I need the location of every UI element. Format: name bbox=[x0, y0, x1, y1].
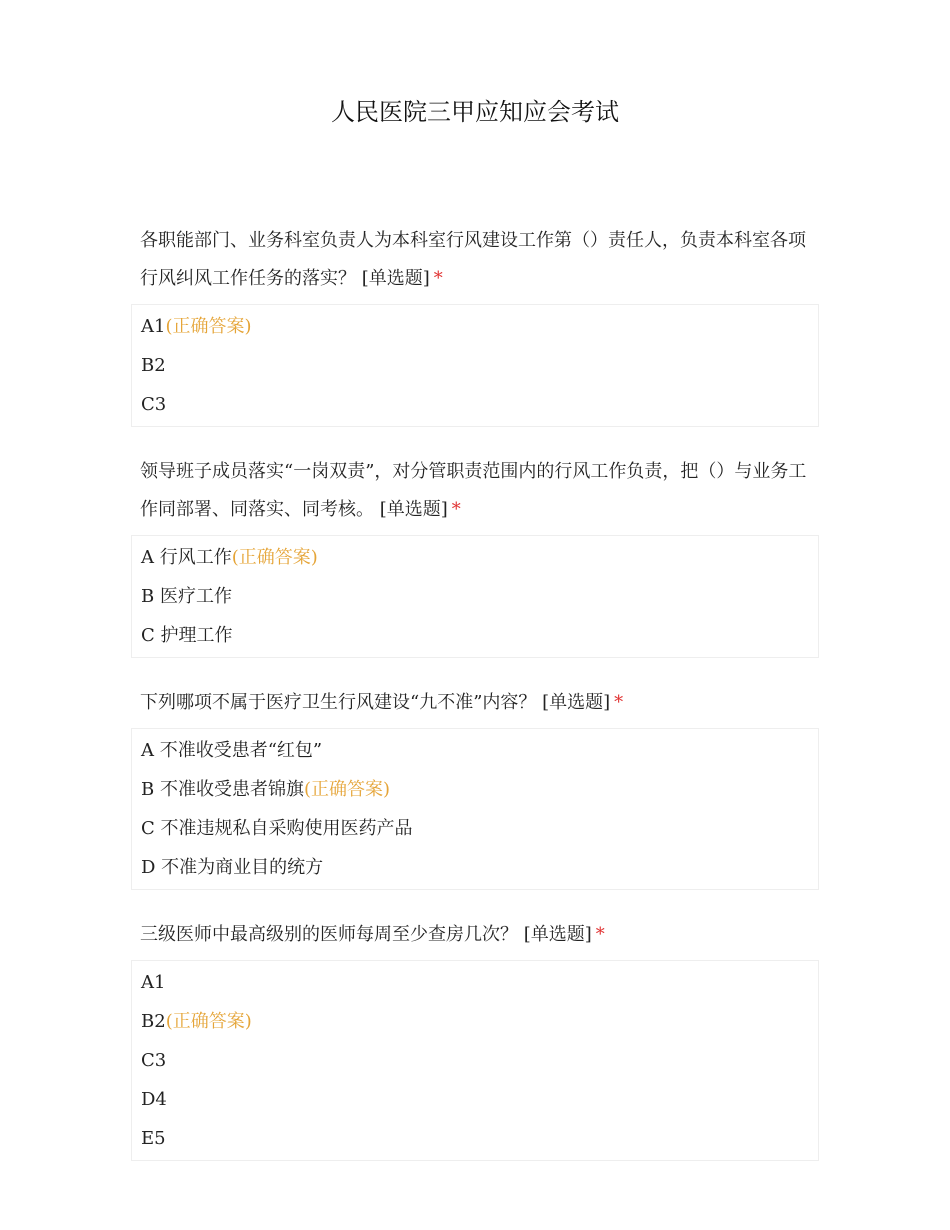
option-label: B 医疗工作 bbox=[141, 586, 232, 607]
option-a[interactable] bbox=[132, 307, 818, 346]
page-title: 人民医院三甲应知应会考试 bbox=[331, 98, 619, 126]
option-label: B2 bbox=[141, 355, 166, 376]
option-label: A 不准收受患者“红包” bbox=[141, 740, 323, 761]
option-label: A1 bbox=[141, 316, 166, 337]
required-mark: * bbox=[595, 924, 605, 945]
option-e[interactable] bbox=[132, 1119, 818, 1158]
correct-answer-note: (正确答案) bbox=[303, 779, 390, 800]
option-b[interactable] bbox=[132, 346, 818, 385]
question-text: 各职能部门、业务科室负责人为本科室行风建设工作第（）责任人，负责本科室各项行风纠风工作任务的落实？ [单选题] bbox=[140, 230, 806, 289]
option-label: C3 bbox=[141, 394, 167, 415]
option-c[interactable] bbox=[132, 1041, 818, 1080]
option-c[interactable] bbox=[132, 809, 818, 848]
option-c[interactable] bbox=[132, 385, 818, 424]
required-mark: * bbox=[451, 499, 461, 520]
question-text: 三级医师中最高级别的医师每周至少查房几次？ [单选题] bbox=[140, 924, 592, 945]
question-2 bbox=[131, 443, 819, 658]
option-label: D 不准为商业目的统方 bbox=[141, 857, 324, 878]
correct-answer-note: (正确答案) bbox=[231, 547, 318, 568]
option-b[interactable] bbox=[132, 577, 818, 616]
option-a[interactable] bbox=[132, 731, 818, 770]
option-label: E5 bbox=[141, 1128, 166, 1149]
option-c[interactable] bbox=[132, 616, 818, 655]
option-label: B 不准收受患者锦旗 bbox=[141, 779, 304, 800]
question-text: 下列哪项不属于医疗卫生行风建设“九不准”内容？ [单选题] bbox=[140, 692, 611, 713]
option-label: C 护理工作 bbox=[141, 625, 233, 646]
correct-answer-note: (正确答案) bbox=[165, 316, 252, 337]
options-group bbox=[131, 728, 819, 890]
correct-answer-note: (正确答案) bbox=[165, 1011, 252, 1032]
option-a[interactable] bbox=[132, 538, 818, 577]
option-label: C 不准违规私自采购使用医药产品 bbox=[141, 818, 413, 839]
required-mark: * bbox=[433, 268, 443, 289]
question-3 bbox=[131, 674, 819, 890]
option-label: D4 bbox=[141, 1089, 167, 1110]
option-b[interactable] bbox=[132, 1002, 818, 1041]
question-4 bbox=[131, 906, 819, 1161]
question-list bbox=[131, 212, 819, 1177]
question-text: 领导班子成员落实“一岗双责”，对分管职责范围内的行风工作负责，把（）与业务工作同部署、同落实、同考核。 [单选题] bbox=[140, 461, 807, 520]
option-label: C3 bbox=[141, 1050, 167, 1071]
option-label: B2 bbox=[141, 1011, 166, 1032]
options-group bbox=[131, 960, 819, 1161]
option-d[interactable] bbox=[132, 848, 818, 887]
option-b[interactable] bbox=[132, 770, 818, 809]
options-group bbox=[131, 535, 819, 658]
option-label: A 行风工作 bbox=[141, 547, 232, 568]
options-group bbox=[131, 304, 819, 427]
required-mark: * bbox=[614, 692, 624, 713]
option-a[interactable] bbox=[132, 963, 818, 1002]
question-1 bbox=[131, 212, 819, 427]
option-label: A1 bbox=[141, 972, 166, 993]
option-d[interactable] bbox=[132, 1080, 818, 1119]
